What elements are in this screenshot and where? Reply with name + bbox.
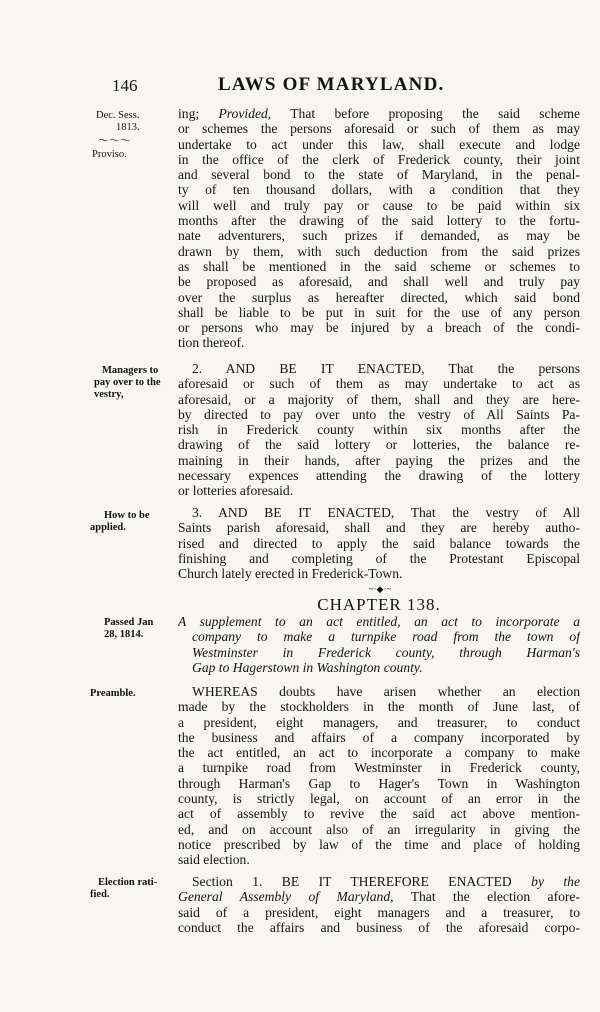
margin-note-passed: [84, 617, 174, 641]
text-line: said election.: [178, 852, 250, 868]
divider-ornament: ~·◆·~: [368, 584, 392, 594]
text-line: 3. AND BE IT ENACTED, That the vestry of All: [192, 505, 580, 520]
margin-note-election: [84, 877, 174, 901]
text-line: Saints parish aforesaid, shall and they are hereby autho-: [178, 520, 580, 536]
page-number: 146: [112, 76, 138, 95]
margin-note-line: fied.: [90, 889, 110, 900]
text-line: over the surplus as hereafter directed, which said bond: [178, 289, 580, 305]
page-header: [0, 72, 600, 98]
text-line: or persons who may be injured by a breach of the condi-: [178, 320, 580, 336]
chapter-summary: [178, 614, 580, 675]
text-line: drawn by them, with such deduction from the said prizes: [178, 243, 580, 259]
body-paragraph-section-1: [178, 874, 580, 935]
text-line: necessary expences attending the drawing of the lottery: [178, 468, 580, 484]
margin-note-line: Managers to: [102, 365, 159, 376]
body-paragraph-section-2: [178, 361, 580, 499]
body-paragraph-proviso: [178, 106, 580, 351]
text-line: said of a president, eight managers and a treasurer, to: [178, 904, 580, 920]
margin-note-how-applied: [84, 510, 174, 534]
text-line: a president, eight managers, and treasurer, to conduct: [178, 714, 580, 730]
body-paragraph-section-3: [178, 505, 580, 581]
margin-note-line: Preamble.: [90, 688, 136, 699]
margin-note-line: Election rati-: [98, 877, 158, 888]
text-line: conduct the affairs and business of the aforesaid corpo-: [178, 919, 580, 935]
text-line: ing; Provided, That before proposing the said scheme: [178, 106, 580, 121]
margin-note-preamble: [84, 688, 174, 700]
margin-note-line: Proviso.: [92, 149, 127, 160]
margin-note-line: pay over to the: [94, 377, 161, 388]
text-line: the business and affairs of a company incorporated by: [178, 729, 580, 745]
margin-note-line: How to be: [104, 510, 150, 521]
chapter-title: CHAPTER 138.: [317, 595, 441, 614]
margin-note-line: 1813.: [116, 122, 140, 133]
margin-note-line: applied.: [90, 522, 126, 533]
text-line: county, is strictly legal, on account of an error in the: [178, 791, 580, 807]
text-line: in the office of the clerk of Frederick county, their joint: [178, 151, 580, 167]
margin-note-line: Dec. Sess.: [96, 110, 140, 121]
text-line: a turnpike road from Westminster in Frederick county,: [178, 760, 580, 776]
text-line: made by the stockholders in the month of June last, of: [178, 699, 580, 715]
text-line: ty of ten thousand dollars, with a condition that they: [178, 182, 580, 198]
text-line: be proposed as aforesaid, and shall well and truly pay: [178, 274, 580, 290]
text-line: aforesaid or such of them as may undertake to act as: [178, 376, 580, 392]
text-line: by directed to pay over unto the vestry of All Saints Pa-: [178, 406, 580, 422]
text-line: undertake to act under this law, shall execute and lodge: [178, 136, 580, 152]
margin-note-line: vestry,: [94, 389, 124, 400]
margin-note-line: 28, 1814.: [104, 629, 144, 640]
text-line: notice prescribed by law of the time and place of holding: [178, 836, 580, 852]
text-line: General Assembly of Maryland, That the election afore-: [178, 889, 580, 905]
margin-note-session: [84, 110, 174, 134]
text-line: company to make a turnpike road from the town of: [192, 629, 580, 645]
text-line: aforesaid, or a majority of them, shall and they are here-: [178, 391, 580, 407]
margin-note-managers: [84, 365, 174, 401]
margin-note-proviso: [84, 149, 174, 161]
text-line: will well and truly pay or cause to be paid within six: [178, 197, 580, 213]
text-line: finishing and completing of the Protestant Episcopal: [178, 550, 580, 566]
text-line: the act entitled, an act to incorporate a company to make: [178, 745, 580, 761]
text-line: nate adventurers, such prizes if demanded, as may be: [178, 228, 580, 244]
text-line: ed, and on account also of an irregularity in giving the: [178, 821, 580, 837]
preamble-paragraph: [178, 684, 580, 868]
text-line: WHEREAS doubts have arisen whether an election: [192, 684, 580, 699]
text-line: maining in their hands, after paying the prizes and the: [178, 452, 580, 468]
margin-note-line: Passed Jan: [104, 617, 154, 628]
text-line: or lotteries aforesaid.: [178, 483, 294, 499]
text-line: months after the drawing of the said lottery to the fortu-: [178, 213, 580, 229]
text-line: or schemes the persons aforesaid or such of them as may: [178, 121, 580, 137]
text-line: A supplement to an act entitled, an act to incorporate a: [178, 614, 580, 629]
text-line: 2. AND BE IT ENACTED, That the persons: [192, 361, 580, 376]
text-line: Westminster in Frederick county, through Harman's: [192, 644, 580, 660]
text-line: rised and directed to apply the said balance towards the: [178, 535, 580, 551]
running-head: LAWS OF MARYLAND.: [218, 74, 445, 95]
text-line: drawing of the said lottery or lotteries, the balance re-: [178, 437, 580, 453]
margin-ornament: 〜〜〜: [98, 135, 131, 147]
text-line: tion thereof.: [178, 335, 245, 351]
text-line: Church lately erected in Frederick-Town.: [178, 566, 403, 582]
text-line: as shall be mentioned in the said scheme or schemes to: [178, 258, 580, 274]
text-line: Section 1. BE IT THEREFORE ENACTED by the: [192, 874, 580, 889]
text-line: shall be liable to be put in suit for the use of any person: [178, 304, 580, 320]
text-line: act of assembly to revive the said act above mention-: [178, 806, 580, 822]
text-line: and several bond to the state of Maryland, in the penal-: [178, 167, 580, 183]
text-line: Gap to Hagerstown in Washington county.: [192, 659, 423, 675]
text-line: rish in Frederick county within six months after the: [178, 422, 580, 438]
text-line: through Harman's Gap to Hager's Town in Washington: [178, 775, 580, 791]
